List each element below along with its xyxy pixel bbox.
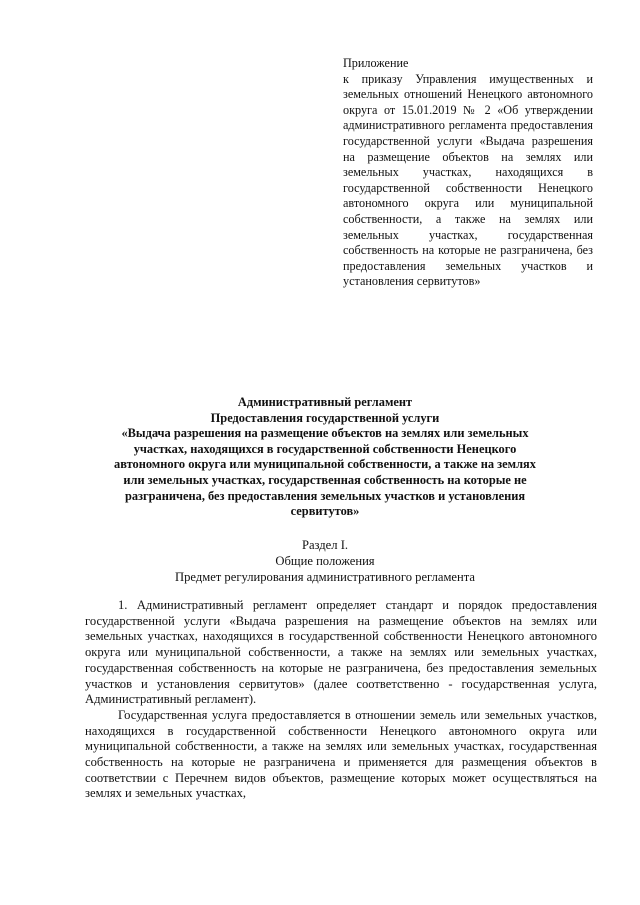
section-subject: Предмет регулирования административного регламента xyxy=(175,570,475,584)
appendix-text: к приказу Управления имущественных и земельных отношений Ненецкого автономного округа от 15.01.2019 № 2 «Об утверждении административного регламента предоставления государственной услуги «Выдача разрешения на размещение объектов на землях или земельных участках, находящихся в государственной собственности Ненецкого автономного округа или муниципальной собственности, а также на землях или земельных участках, государственная собственность на которые не разграничена, без предоставления земельных участков и установления сервитутов» xyxy=(343,71,593,289)
body-text xyxy=(85,598,597,802)
paragraph-2: Государственная услуга предоставляется в отношении земель или земельных участков, находящихся в государственной собственности Ненецкого автономного округа или муниципальной собственности, а также на землях или земельных участках, государственная собственность на которые не разграничена и применяется для размещения объектов в соответствии с Перечнем видов объектов, размещение которых может осуществляться на землях и земельных участках, xyxy=(85,707,597,801)
regulation-title-line-2: Предоставления государственной услуги xyxy=(210,410,440,425)
regulation-title-line-1: Административный регламент xyxy=(237,395,413,409)
paragraph-1: 1. Административный регламент определяет стандарт и порядок предоставления государственной услуги «Выдача разрешения на размещение объектов на землях или земельных участках, находящихся в государственной собственности Ненецкого автономного округа или муниципальной собственности, а также на землях или земельных участках, государственная собственность на которые не разграничена, без предоставления земельных участков и установления сервитутов» (далее соответственно - государственная услуга, Административный регламент). xyxy=(85,598,597,707)
section-name: Общие положения xyxy=(275,554,375,568)
regulation-title-service-name: «Выдача разрешения на размещение объектов на землях или земельных участках, находящихся в государственной собственности Ненецкого автономного округа или муниципальной собственности, а также на землях или земельных участках, государственная собственность на которые не разграничена, без предоставления земельных участков и установления сервитутов» xyxy=(114,426,536,519)
regulation-title xyxy=(102,395,548,520)
section-heading xyxy=(100,537,550,585)
appendix-title: Приложение xyxy=(343,56,409,70)
appendix-block xyxy=(343,56,593,290)
section-number: Раздел I. xyxy=(301,538,349,552)
